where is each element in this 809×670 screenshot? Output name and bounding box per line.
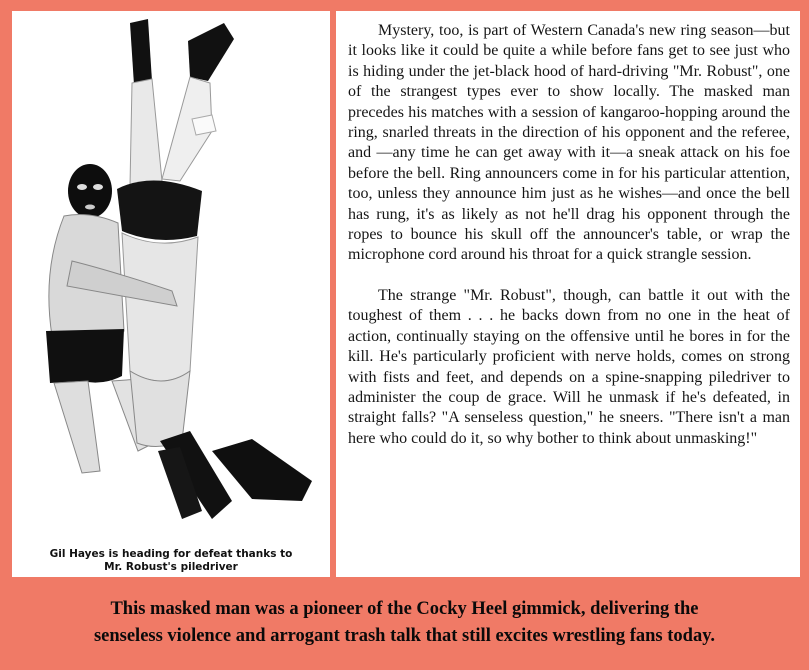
footer-line-2: senseless violence and arrogant trash talk that still excites wrestling fans today. (93, 626, 716, 646)
article-text (348, 21, 790, 449)
caption-line-1: Gil Hayes is heading for defeat thanks to (49, 548, 293, 560)
footer-line-1: This masked man was a pioneer of the Cocky Heel gimmick, delivering the (110, 599, 699, 619)
article-panel (336, 11, 800, 577)
article-paragraph-1: Mystery, too, is part of Western Canada's new ring season—but it looks like it could be quite a while before fans get to see just who is hiding under the jet-black hood of hard-driving "Mr. Robust", one of the strangest types ever to show locally. The masked man precedes his matches with a session of kangaroo-hopping around the ring, snarled threats in the direction of his opponent and the referee, and —any time he can get away with it—a sneak attack on his foe before the bell. Ring announcers come in for his particular attention, too, unless they announce him just as he wishes—and once the bell has rung, it's as likely as not he'll drag his opponent through the ropes to bounce his skull off the announcer's table, or wrap the microphone cord around his throat for a quick strangle session. (348, 22, 790, 264)
photo-caption (22, 548, 320, 574)
photo-panel (12, 11, 330, 577)
caption-line-2: Mr. Robust's piledriver (104, 561, 238, 573)
article-paragraph-2: The strange "Mr. Robust", though, can battle it out with the toughest of them . . . he backs down from no one in the heat of action, continually staying on the offensive until he bores in for the kill. He's particularly proficient with nerve holds, comes on strong with fists and feet, and depends on a spine-snapping piledriver to administer the coup de grace. Will he unmask if he's defeated, in straight falls? "A senseless question," he sneers. "There isn't a man here who could do it, so why bother to think about unmasking!" (348, 286, 790, 447)
footer-caption (0, 596, 809, 650)
wrestling-photo (12, 11, 330, 531)
